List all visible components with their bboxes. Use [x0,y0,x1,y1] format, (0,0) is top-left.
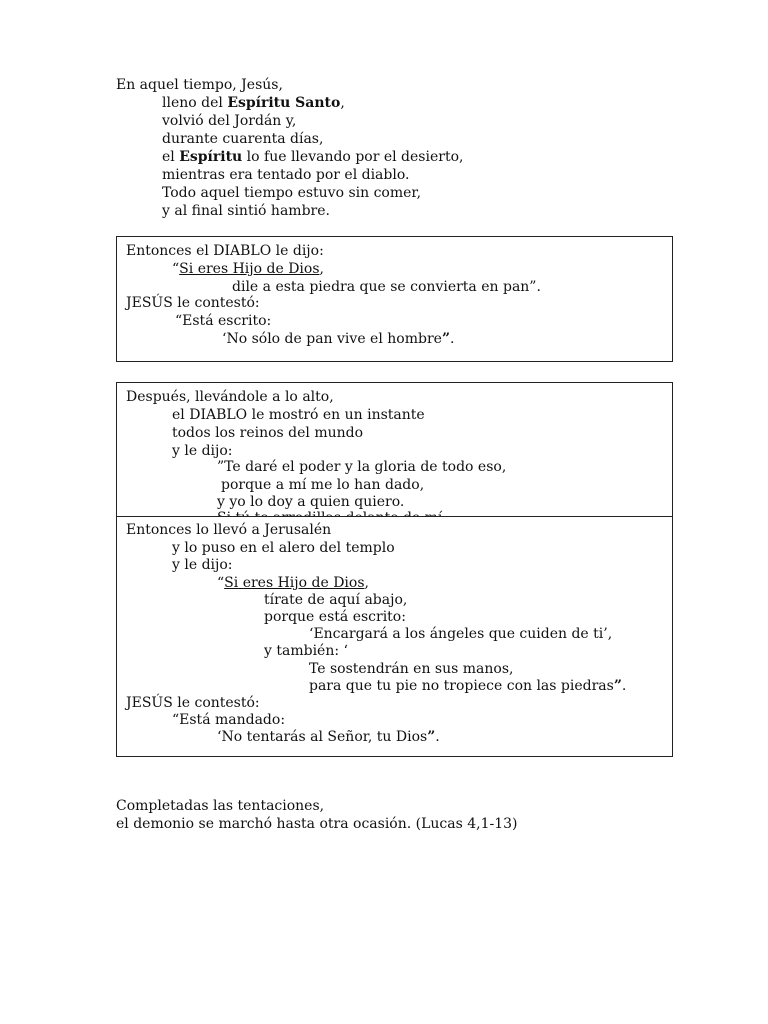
intro-line-1: En aquel tiempo, Jesús, [116,77,283,93]
box2-line-6: porque a mí me lo han dado, [221,477,425,493]
box3-line-9: Te sostendrán en sus manos, [309,661,514,677]
intro-line-5: el Espíritu lo fue llevando por el desierto, [162,149,464,165]
box3-line-1: Entonces lo llevó a Jerusalén [126,522,332,538]
intro-line-7: Todo aquel tiempo estuvo sin comer, [162,185,422,201]
intro-line-3: volvió del Jordán y, [162,113,297,129]
box3-line-7: ‘Encargará a los ángeles que cuiden de ti’, [309,626,613,642]
intro-line-4: durante cuarenta días, [162,131,324,147]
box3-line-5: tírate de aquí abajo, [264,592,408,608]
box3-line-3: y le dijo: [172,557,233,573]
box3-line-10: para que tu pie no tropiece con las piedras”. [309,678,627,694]
closing-line-1: Completadas las tentaciones, [116,798,325,814]
underlined-text: Si eres Hijo de Dios [224,575,365,591]
box2-line-2: el DIABLO le mostró en un instante [172,407,425,423]
intro-line-6: mientras era tentado por el diablo. [162,167,410,183]
box3-line-6: porque está escrito: [264,609,406,625]
box2-line-4: y le dijo: [172,443,233,459]
box3-line-12: “Está mandado: [172,712,286,728]
intro-line-8: y al final sintió hambre. [162,203,330,219]
bold-text: Espíritu Santo [227,95,341,111]
box2-line-7: y yo lo doy a quien quiero. [217,494,405,510]
box3-line-8: y también: ‘ [264,643,348,659]
box1-line-1: Entonces el DIABLO le dijo: [126,243,324,259]
box2-line-3: todos los reinos del mundo [172,425,364,441]
closing-line-2: el demonio se marchó hasta otra ocasión. (Lucas 4,1-13) [116,816,518,832]
box3-line-4: “Si eres Hijo de Dios, [217,575,369,591]
box2-line-5: ”Te daré el poder y la gloria de todo eso, [217,459,507,475]
box1-line-3: dile a esta piedra que se convierta en pan”. [232,279,541,295]
box-third-temptation [116,516,673,757]
box3-line-13: ‘No tentarás al Señor, tu Dios”. [217,729,440,745]
bold-text: Espíritu [179,149,243,165]
box1-line-6: ‘No sólo de pan vive el hombre”. [222,331,455,347]
box2-line-1: Después, llevándole a lo alto, [126,389,334,405]
box3-line-11: JESÚS le contestó: [126,695,260,711]
box1-line-2: “Si eres Hijo de Dios, [172,261,324,277]
intro-line-2: lleno del Espíritu Santo, [162,95,345,111]
box1-line-4: JESÚS le contestó: [126,295,260,311]
underlined-text: Si eres Hijo de Dios [179,261,320,277]
box1-line-5: “Está escrito: [175,313,272,329]
box3-line-2: y lo puso en el alero del templo [172,540,395,556]
box-first-temptation [116,236,673,362]
